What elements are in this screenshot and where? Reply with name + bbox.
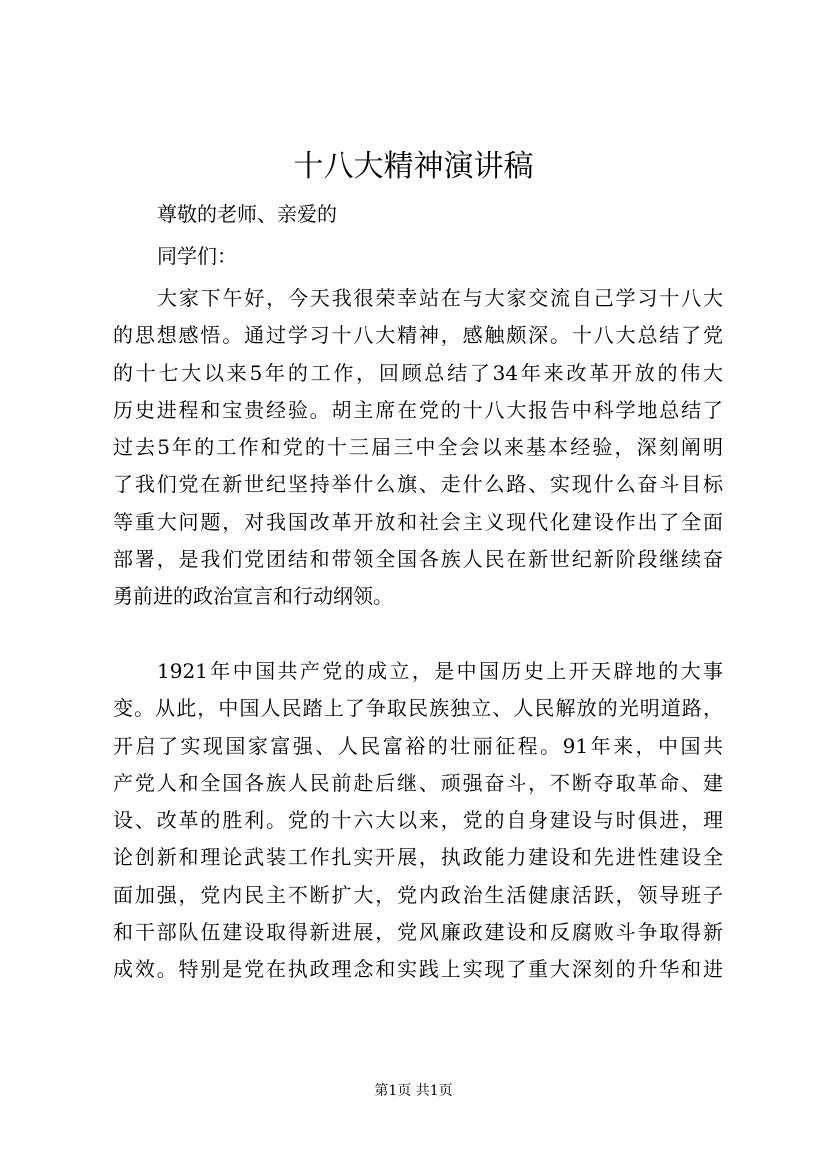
page-footer: 第1页 共1页 [374, 1083, 453, 1099]
paragraph-line: 产党人和全国各族人民前赴后继、顽强奋斗，不断夺取革命、建 [113, 770, 723, 795]
salutation-line-1: 尊敬的老师、亲爱的 [157, 202, 337, 226]
paragraph-line: 的十七大以来5年的工作，回顾总结了34年来改革开放的伟大 [113, 360, 723, 385]
paragraph-line: 大家下午好，今天我很荣幸站在与大家交流自己学习十八大 [157, 286, 723, 310]
salutation-line-2: 同学们： [157, 244, 237, 268]
paragraph-line: 部署，是我们党团结和带领全国各族人民在新世纪新阶段继续奋 [113, 547, 723, 572]
paragraph-line: 的思想感悟。通过学习十八大精神，感触颇深。十八大总结了党 [113, 323, 723, 348]
paragraph-line: 论创新和理论武装工作扎实开展，执政能力建设和先进性建设全 [113, 845, 723, 870]
document-title: 十八大精神演讲稿 [293, 149, 534, 184]
paragraph-line: 等重大问题，对我国改革开放和社会主义现代化建设作出了全面 [113, 509, 723, 534]
paragraph-2 [113, 653, 723, 989]
paragraph-line: 和干部队伍建设取得新进展，党风廉政建设和反腐败斗争取得新 [113, 920, 723, 945]
paragraph-line: 历史进程和宝贵经验。胡主席在党的十八大报告中科学地总结了 [113, 397, 723, 422]
paragraph-line: 过去5年的工作和党的十三届三中全会以来基本经验，深刻阐明 [113, 435, 723, 460]
paragraph-line: 开启了实现国家富强、人民富裕的壮丽征程。91年来，中国共 [113, 733, 723, 758]
paragraph-1 [113, 280, 723, 616]
paragraph-line: 成效。特别是党在执政理念和实践上实现了重大深刻的升华和进 [113, 957, 723, 982]
paragraph-line: 了我们党在新世纪坚持举什么旗、走什么路、实现什么奋斗目标 [113, 472, 723, 497]
paragraph-line: 设、改革的胜利。党的十六大以来，党的自身建设与时俱进，理 [113, 808, 723, 833]
paragraph-line: 勇前进的政治宣言和行动纲领。 [113, 584, 393, 609]
paragraph-line: 面加强，党内民主不断扩大，党内政治生活健康活跃，领导班子 [113, 882, 723, 907]
paragraph-line: 变。从此，中国人民踏上了争取民族独立、人民解放的光明道路， [113, 696, 723, 721]
paragraph-line: 1921年中国共产党的成立，是中国历史上开天辟地的大事 [157, 659, 723, 683]
